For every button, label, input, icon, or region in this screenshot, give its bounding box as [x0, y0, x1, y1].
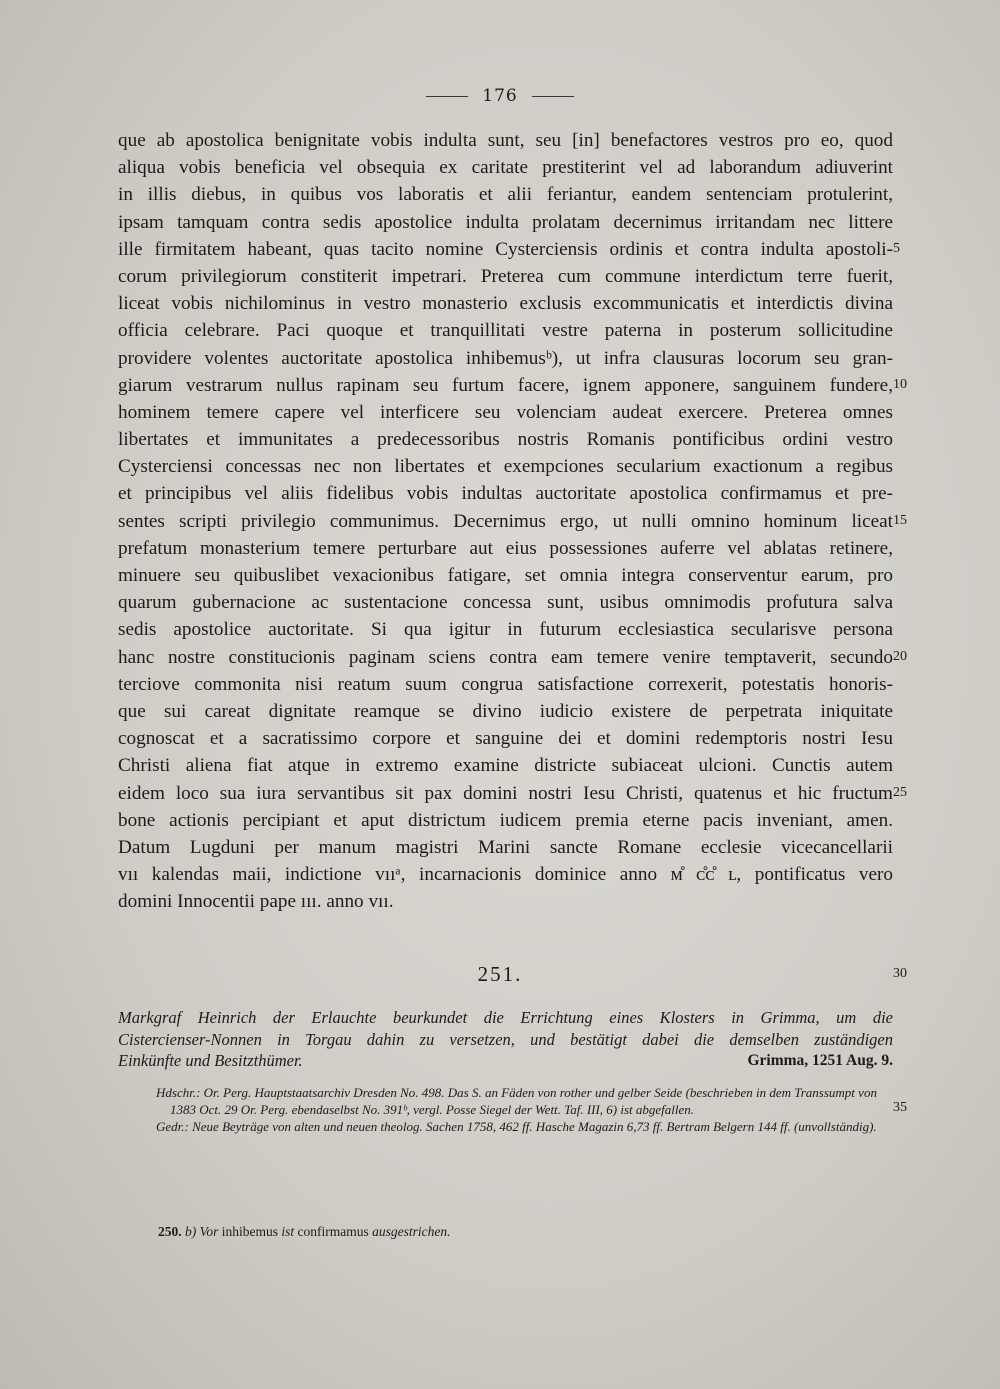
- text-line: minuere seu quibuslibet vexacionibus fatigare, set omnia integra conserventur earum, pro: [118, 565, 893, 586]
- regest-line: Cistercienser-Nonnen in Torgau dahin zu versetzen, und bestätigt dabei die demselben zuständigen: [118, 1029, 893, 1049]
- text-line: corum privilegiorum constiterit impetrari. Preterea cum commune interdictum terre fuerit,: [118, 265, 893, 287]
- text-line: hominem temere capere vel interficere seu volenciam audeat exercere. Preterea omnes: [118, 401, 893, 423]
- text-line: providere volentes auctoritate apostolica inhibemusᵇ), ut infra clausuras locorum seu gran-: [118, 347, 893, 369]
- document-number: 251.: [477, 962, 523, 986]
- regest-line-text: Einkünfte und Besitzthümer.: [118, 1051, 303, 1070]
- apparatus-notes: [156, 1085, 893, 1136]
- line-number: 15: [893, 513, 907, 528]
- text-line: cognoscat et a sacratissimo corpore et sanguine dei et domini redemptoris nostri Iesu: [118, 728, 893, 750]
- text-line: et principibus vel aliis fidelibus vobis indultas auctoritate apostolica confirmamus et pre-: [118, 483, 893, 505]
- footnote-letter: b): [185, 1224, 197, 1239]
- regest-line: Markgraf Heinrich der Erlauchte beurkundet die Errichtung eines Klosters in Grimma, um die: [118, 1008, 893, 1027]
- text-line: in illis diebus, in quibus vos laboratis et alii feriantur, eandem sentenciam protulerint,: [118, 184, 893, 206]
- page-number-text: 176: [482, 86, 518, 106]
- print-note: Gedr.: Neue Beyträge von alten und neuen theolog. Sachen 1758, 462 ff. Hasche Magazin 6,73 ff. Bertram Belgern 144 ff. (unvollständig).: [156, 1119, 877, 1135]
- text-line: sentes scripti privilegio communimus. Decernimus ergo, ut nulli omnino hominum liceat: [118, 510, 893, 532]
- text-line: Christi aliena fiat atque in extremo examine districte subiaceat ulcioni. Cunctis autem: [118, 755, 893, 777]
- text-line: giarum vestrarum nullus rapinam seu furtum facere, ignem apponere, sanguinem fundere,: [118, 374, 893, 396]
- rule-right: [532, 96, 574, 97]
- footnote-text: ist: [281, 1224, 295, 1239]
- text-line: quarum gubernacione ac sustentacione concessa sunt, usibus omnimodis profutura salva: [118, 592, 893, 614]
- regest: [118, 1007, 893, 1072]
- text-line: Cysterciensi concessas nec non libertates et exempciones secularium exactionum a regibus: [118, 456, 893, 478]
- text-line: Datum Lugduni per manum magistri Marini sancte Romane ecclesie vicecancellarii: [118, 836, 893, 858]
- text-line: domini Innocentii pape ııı. anno vıı.: [118, 891, 394, 913]
- line-number: 20: [893, 649, 907, 664]
- text-line: terciove commonita nisi reatum suum congrua satisfactione correxerit, potestatis honoris-: [118, 673, 893, 695]
- text-line: prefatum monasterium temere perturbare aut eius possessiones auferre vel ablatas retinere,: [118, 537, 893, 559]
- rule-left: [426, 96, 468, 97]
- regest-line-last: [118, 1050, 893, 1072]
- place-date: Grimma, 1251 Aug. 9.: [747, 1052, 893, 1069]
- text-line: que sui careat dignitate reamque se divino iudicio existere de perpetrata iniquitate: [118, 700, 893, 722]
- footnote: [158, 1224, 451, 1240]
- footnote-word: inhibemus: [221, 1224, 279, 1239]
- line-number: 5: [893, 241, 900, 256]
- text-line: libertates et immunitates a predecessoribus nostris Romanis pontificibus ordini vestro: [118, 429, 893, 451]
- line-number: 10: [893, 377, 907, 392]
- text-line: aliqua vobis beneficia vel obsequia ex caritate prestiterint vel ad laborandum adiuverint: [118, 157, 893, 179]
- text-line: ipsam tamquam contra sedis apostolice indulta prolatam decernimus irritandam nec littere: [118, 211, 893, 233]
- text-line: eidem loco sua iura servantibus sit pax domini nostri Iesu Christi, quatenus et hic fructum: [118, 782, 893, 804]
- text-line: hanc nostre constitucionis paginam sciens contra eam temere venire temptaverit, secundo: [118, 646, 893, 668]
- line-number: 30: [893, 966, 907, 981]
- text-line: vıı kalendas maii, indictione vııᵃ, incarnacionis dominice anno ᴍ̊ ᴄ̊ᴄ̊ ʟ, pontificatus vero: [118, 864, 893, 886]
- footnote-word: confirmamus: [297, 1224, 369, 1239]
- charter-text: [118, 127, 893, 915]
- text-line: ille firmitatem habeant, quas tacito nomine Cysterciensis ordinis et contra indulta apostoli-: [118, 238, 893, 260]
- footnote-text: Vor: [199, 1224, 219, 1239]
- line-number: 35: [893, 1100, 907, 1115]
- footnote-number: 250.: [158, 1224, 182, 1239]
- page-number: [0, 86, 1000, 106]
- manuscript-note: Hdschr.: Or. Perg. Hauptstaatsarchiv Dresden No. 498. Das S. an Fäden von rother und gelber Seide (beschrieben in dem Transsumpt von 1383 Oct. 29 Or. Perg. ebendaselbst No. 391ᵇ, vergl. Posse Siegel der Wett. Taf. III, 6) ist abgefallen.: [156, 1085, 877, 1117]
- line-number: 25: [893, 785, 907, 800]
- text-line: officia celebrare. Paci quoque et tranquillitati vestre paterna in posterum sollicitudine: [118, 320, 893, 342]
- footnote-text: ausgestrichen.: [372, 1224, 451, 1239]
- text-line: que ab apostolica benignitate vobis indulta sunt, seu [in] benefactores vestros pro eo, quod: [118, 130, 893, 151]
- text-line: bone actionis percipiant et aput districtum iudicem premia eterne pacis inveniant, amen.: [118, 809, 893, 831]
- text-line: sedis apostolice auctoritate. Si qua igitur in futurum ecclesiastica secularisve persona: [118, 619, 893, 641]
- text-line: liceat vobis nichilominus in vestro monasterio exclusis excommunicatis et interdictis divina: [118, 293, 893, 315]
